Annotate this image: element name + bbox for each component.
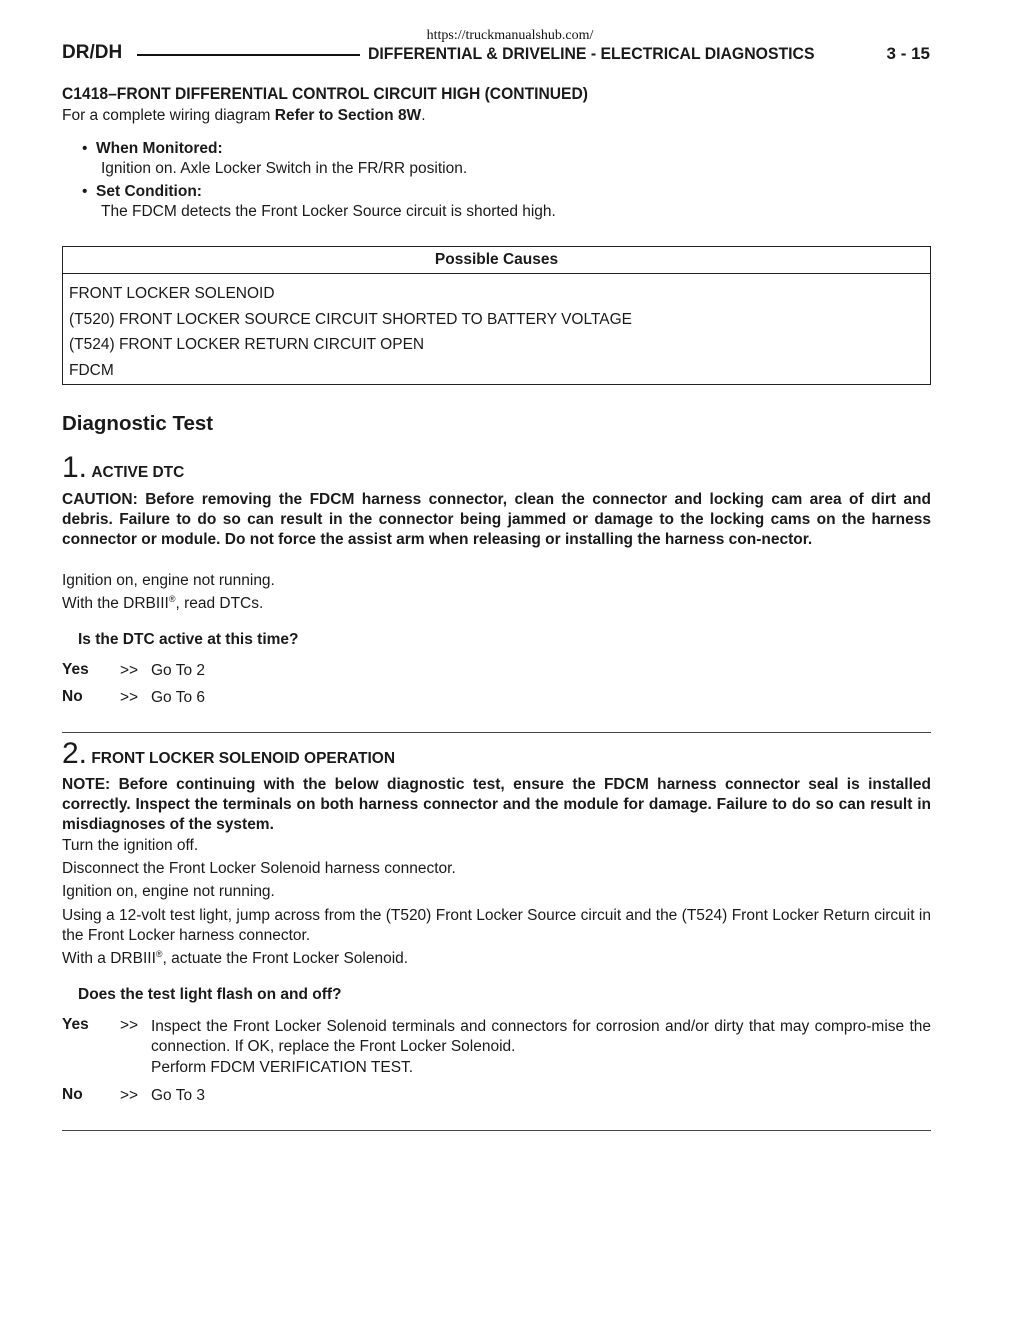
divider: [62, 1130, 931, 1131]
wiring-reference-link: Refer to Section 8W: [274, 107, 422, 124]
bullet-label: Set Condition:: [96, 183, 202, 200]
table-row: (T520) FRONT LOCKER SOURCE CIRCUIT SHORTED TO BATTERY VOLTAGE: [69, 310, 632, 328]
instruction-text: , actuate the Front Locker Solenoid.: [162, 950, 409, 967]
bullet-text: Ignition on. Axle Locker Switch in the FR/RR position.: [101, 160, 468, 177]
instruction-paragraph: Using a 12-volt test light, jump across from the (T520) Front Locker Source circuit and the (T524) Front Locker Return circuit in the Front Locker harness connector.: [62, 907, 931, 944]
answer-no-label: No: [62, 688, 83, 705]
answer-no-text: Go To 3: [151, 1087, 206, 1104]
answer-arrow: >>: [120, 1017, 139, 1034]
possible-causes-table: [62, 246, 931, 385]
source-url[interactable]: https://truckmanualshub.com/: [426, 28, 594, 43]
bullet-set-condition: [82, 183, 202, 201]
step-1-heading: [62, 451, 184, 485]
diagnostic-test-heading: Diagnostic Test: [62, 412, 214, 435]
note-text: NOTE: Before continuing with the below diagnostic test, ensure the FDCM harness connector seal is installed correctly. Inspect the terminals on both harness connector and the module for damage. Failure to do so can result in misdiagnoses of the system.: [62, 776, 931, 833]
answer-no-text: Go To 6: [151, 689, 206, 706]
instruction-line: Ignition on, engine not running.: [62, 572, 275, 589]
instruction-text: With the DRBIII: [62, 595, 169, 612]
wiring-reference-prefix: For a complete wiring diagram: [62, 107, 275, 124]
table-header: Possible Causes: [63, 247, 931, 274]
wiring-reference: [62, 107, 426, 125]
bullet-dot: •: [82, 140, 97, 157]
registered-mark: ®: [155, 948, 163, 959]
answer-yes-label: Yes: [62, 661, 89, 678]
section-title: C1418–FRONT DIFFERENTIAL CONTROL CIRCUIT HIGH (CONTINUED): [62, 84, 588, 103]
step-question: Does the test light flash on and off?: [78, 986, 342, 1003]
header-model: DR/DH: [62, 42, 123, 63]
step-title: ACTIVE DTC: [91, 464, 185, 481]
answer-yes-label: Yes: [62, 1016, 89, 1033]
answer-yes-text: Inspect the Front Locker Solenoid terminals and connectors for corrosion and/or dirty that may compro-mise the connection. If OK, replace the Front Locker Solenoid.: [151, 1018, 931, 1055]
instruction-line: [62, 595, 263, 613]
caution-text: CAUTION: Before removing the FDCM harness connector, clean the connector and locking cam area of dirt and debris. Failure to do so can result in the connector being jammed or damage to the locking cams on the harness connector or module. Do not force the assist arm when releasing or installing the harness con-nector.: [62, 491, 931, 548]
instruction-text: , read DTCs.: [175, 595, 264, 612]
step-title: FRONT LOCKER SOLENOID OPERATION: [91, 750, 396, 767]
instruction-line: Disconnect the Front Locker Solenoid harness connector.: [62, 860, 456, 877]
table-row: FRONT LOCKER SOLENOID: [69, 285, 275, 302]
step-2-heading: [62, 737, 395, 771]
bullet-text: The FDCM detects the Front Locker Source circuit is shorted high.: [101, 203, 556, 220]
registered-mark: ®: [168, 593, 176, 604]
answer-yes-text: Go To 2: [151, 662, 206, 679]
bullet-when-monitored: [82, 140, 223, 158]
divider: [62, 732, 931, 733]
table-row: FDCM: [69, 361, 114, 379]
answer-no-label: No: [62, 1086, 83, 1103]
header-chapter-title: DIFFERENTIAL & DRIVELINE - ELECTRICAL DIAGNOSTICS: [368, 44, 815, 63]
answer-yes-followup: Perform FDCM VERIFICATION TEST.: [151, 1059, 414, 1076]
bullet-dot: •: [82, 183, 97, 200]
step-number: 1.: [62, 451, 88, 484]
instruction-text: With a DRBIII: [62, 950, 156, 967]
answer-arrow: >>: [120, 1087, 139, 1104]
page-number: 3 - 15: [886, 44, 930, 63]
bullet-label: When Monitored:: [96, 140, 223, 157]
answer-arrow: >>: [120, 689, 139, 706]
answer-arrow: >>: [120, 662, 139, 679]
header-rule: [137, 54, 360, 56]
instruction-line: Ignition on, engine not running.: [62, 883, 275, 900]
step-number: 2.: [62, 737, 88, 770]
table-row: (T524) FRONT LOCKER RETURN CIRCUIT OPEN: [69, 336, 425, 354]
wiring-reference-suffix: .: [421, 107, 426, 124]
instruction-line: Turn the ignition off.: [62, 837, 199, 854]
instruction-line: [62, 950, 408, 968]
step-question: Is the DTC active at this time?: [78, 631, 299, 648]
